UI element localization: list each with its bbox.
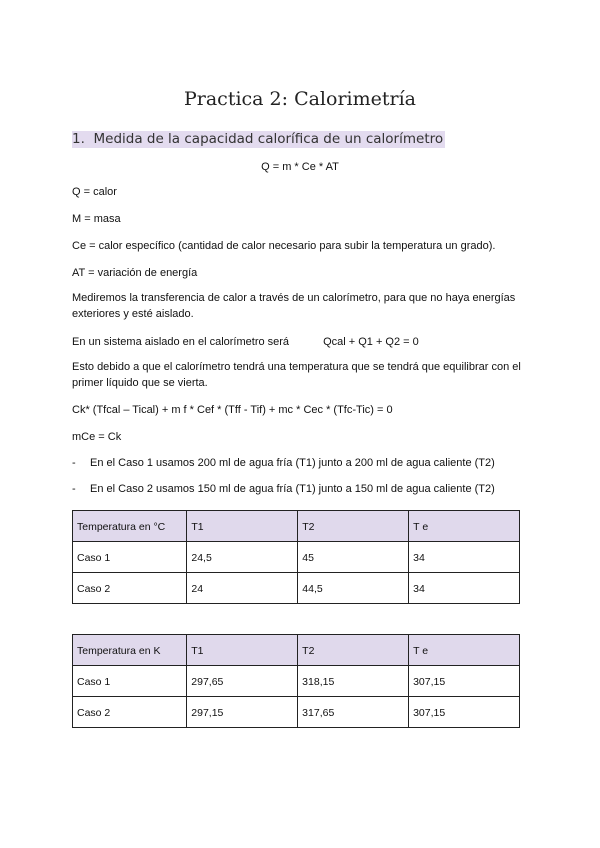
header-cell: T2: [298, 511, 409, 542]
table-cell: 317,65: [298, 697, 409, 728]
table-cell: 318,15: [298, 666, 409, 697]
page-title: Practica 2: Calorimetría: [183, 88, 416, 110]
table-row: [73, 666, 520, 697]
bullet-dash: -: [72, 457, 76, 469]
table-cell: 297,15: [187, 697, 298, 728]
table-cell: 307,15: [409, 697, 520, 728]
table-cell: 45: [298, 542, 409, 573]
table-cell: 24: [187, 573, 298, 604]
paragraph-equilibrium: Esto debido a que el calorímetro tendrá una temperatura que se tendrá que equilibrar con el primer líquido que se vierta.: [72, 361, 521, 389]
table-kelvin: [72, 634, 520, 728]
bullet-text: En el Caso 2 usamos 150 ml de agua fría (T1) junto a 150 ml de agua caliente (T2): [90, 483, 495, 495]
table-cell: 24,5: [187, 542, 298, 573]
equation-mce: mCe = Ck: [72, 431, 122, 443]
bullet-case-2: [72, 483, 495, 495]
equation-energy-balance: Ck* (Tfcal – Tical) + m f * Cef * (Tff - Tif) + mc * Cec * (Tfc-Tic) = 0: [72, 404, 393, 416]
main-formula: Q = m * Ce * AT: [261, 161, 339, 173]
table-cell: Caso 1: [73, 666, 187, 697]
table-cell: 34: [409, 542, 520, 573]
section-number: 1.: [72, 131, 85, 147]
table-row: [73, 697, 520, 728]
header-cell: T1: [187, 635, 298, 666]
definition-at: AT = variación de energía: [72, 267, 198, 279]
isolated-system-text: En un sistema aislado en el calorímetro será: [72, 336, 290, 348]
definition-ce: Ce = calor específico (cantidad de calor necesario para subir la temperatura un grado).: [72, 240, 496, 252]
table-cell: Caso 2: [73, 573, 187, 604]
definition-m: M = masa: [72, 213, 121, 225]
table-row: [73, 542, 520, 573]
header-cell: Temperatura en °C: [73, 511, 187, 542]
header-cell: T e: [409, 635, 520, 666]
isolated-system-equation: Qcal + Q1 + Q2 = 0: [323, 336, 419, 348]
isolated-system-line: [72, 335, 419, 350]
table-cell: 34: [409, 573, 520, 604]
table-cell: 307,15: [409, 666, 520, 697]
bullet-dash: -: [72, 483, 76, 495]
table-header-row: [73, 635, 520, 666]
header-cell: T2: [298, 635, 409, 666]
section-heading-text: Medida de la capacidad calorífica de un calorímetro: [93, 131, 444, 147]
header-cell: T1: [187, 511, 298, 542]
paragraph-transfer: Mediremos la transferencia de calor a través de un calorímetro, para que no haya energías exteriores y esté aislado.: [72, 292, 516, 320]
definition-q: Q = calor: [72, 186, 117, 198]
table-cell: Caso 1: [73, 542, 187, 573]
table-celsius: [72, 510, 520, 604]
table-cell: 44,5: [298, 573, 409, 604]
header-cell: Temperatura en K: [73, 635, 187, 666]
section-heading: [72, 131, 445, 147]
table-row: [73, 573, 520, 604]
table-cell: 297,65: [187, 666, 298, 697]
bullet-case-1: [72, 457, 495, 469]
header-cell: T e: [409, 511, 520, 542]
table-cell: Caso 2: [73, 697, 187, 728]
bullet-text: En el Caso 1 usamos 200 ml de agua fría (T1) junto a 200 ml de agua caliente (T2): [90, 457, 495, 469]
table-header-row: [73, 511, 520, 542]
